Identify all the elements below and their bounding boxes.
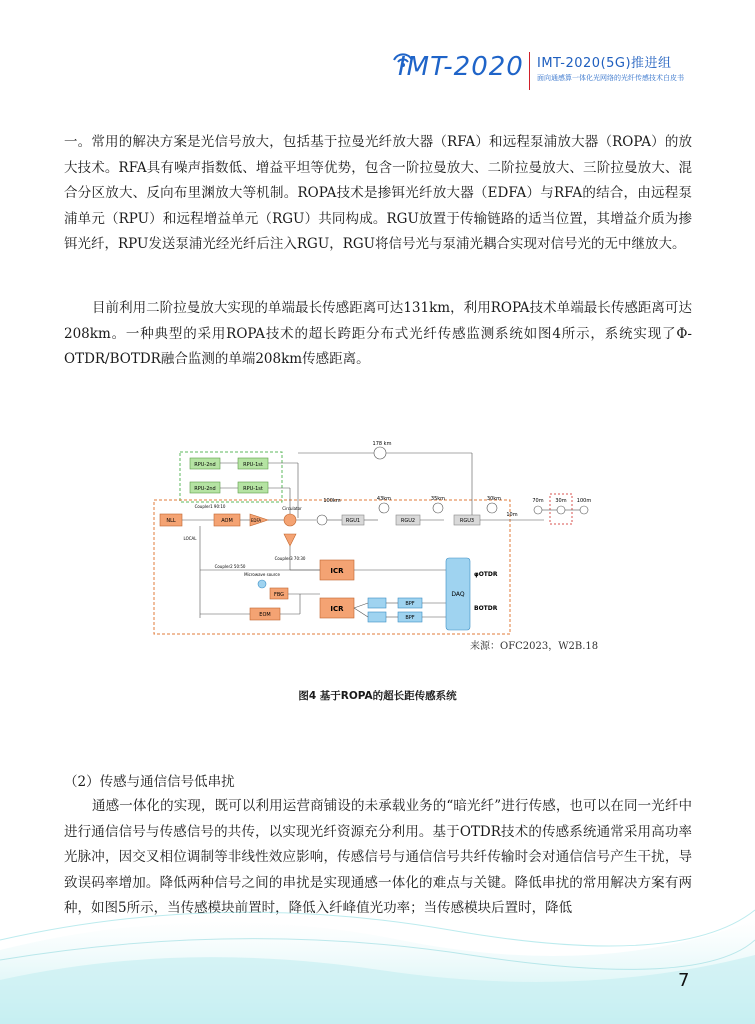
microwave-label: Microwave source bbox=[244, 572, 280, 577]
rgu2-label: RGU2 bbox=[400, 518, 416, 524]
ropa-system-diagram bbox=[150, 438, 610, 660]
dist-43km: 43km bbox=[376, 496, 392, 502]
header-divider bbox=[529, 52, 530, 90]
coupler3-label: Coupler3 70:30 bbox=[274, 556, 306, 561]
dist-100km: 100km bbox=[323, 498, 341, 504]
rpu-1st-label-b: RPU-1st bbox=[243, 486, 263, 492]
rpu-2nd-label-b: RPU-2nd bbox=[194, 486, 216, 492]
section-heading: （2）传感与通信信号低串扰 bbox=[64, 774, 235, 790]
rgu1-label: RGU1 bbox=[345, 518, 361, 524]
rpu-1st-label-a: RPU-1st bbox=[243, 462, 263, 468]
page-number: 7 bbox=[678, 970, 690, 991]
potdr-label: φOTDR bbox=[474, 571, 498, 578]
header-title: IMT-2020(5G)推进组 bbox=[537, 56, 672, 71]
icr-label-2: ICR bbox=[330, 605, 344, 613]
nll-label: NLL bbox=[166, 518, 176, 524]
figure-caption: 图4 基于ROPA的超长距传感系统 bbox=[298, 690, 457, 702]
circulator-label: Circulator bbox=[282, 506, 302, 511]
aom-label: AOM bbox=[221, 518, 233, 524]
bottom-wave-decoration bbox=[0, 860, 755, 1024]
microwave-source-icon bbox=[258, 580, 266, 588]
header-subtitle: 面向通感算一体化光网络的光纤传感技术白皮书 bbox=[537, 74, 684, 82]
paragraph-3: 通感一体化的实现，既可以利用运营商铺设的未承载业务的“暗光纤”进行传感，也可以在同一光纤中进行通信信号与传感信号的共传，以实现光纤资源充分利用。基于OTDR技术的传感系统通常采用高功率光脉冲，因交叉相位调制等非线性效应影响，传感信号与通信信号共纤传输时会对通信信号产生干扰，导致误码率增加。降低两种信号之间的串扰是实现通感一体化的难点与关键。降低串扰的常用解决方案有两种，如图5所示，当传感模块前置时，降低入纤峰值光功率；当传感模块后置时，降低 bbox=[64, 798, 692, 916]
coupler1-label: Coupler1 90:10 bbox=[194, 504, 226, 509]
edfa-label: EDFA bbox=[250, 518, 262, 523]
dist-30km: 30km bbox=[486, 496, 502, 502]
paragraph-2: 目前利用二阶拉曼放大实现的单端最长传感距离可达131km，利用ROPA技术单端最长传感距离可达208km。一种典型的采用ROPA技术的超长跨距分布式光纤传感监测系统如图4所示，系统实现了Φ-OTDR/BOTDR融合监测的单端208km传感距离。 bbox=[64, 300, 692, 367]
coupler2-label: Coupler2 50:50 bbox=[214, 564, 246, 569]
local-label: LOCAL bbox=[183, 536, 197, 541]
paragraph-1: 一。常用的解决方案是光信号放大，包括基于拉曼光纤放大器（RFA）和远程泵浦放大器（ROPA）的放大技术。RFA具有噪声指数低、增益平坦等优势，包含一阶拉曼放大、二阶拉曼放大、三阶拉曼放大、混合分区放大、反向布里渊放大等机制。ROPA技术是掺铒光纤放大器（EDFA）与RFA的结合，由远程泵浦单元（RPU）和远程增益单元（RGU）共同构成。RGU放置于传输链路的适当位置，其增益介质为掺铒光纤，RPU发送泵浦光经光纤后注入RGU，RGU将信号光与泵浦光耦合实现对信号光的无中继放大。 bbox=[64, 134, 692, 252]
rgu3-label: RGU3 bbox=[459, 518, 475, 524]
dist-30m: 30m bbox=[555, 498, 567, 504]
dist-100m: 100m bbox=[576, 498, 592, 504]
icr-label-1: ICR bbox=[330, 567, 344, 575]
dist-70m: 70m bbox=[532, 498, 544, 504]
imt-logo: IMT-2020 bbox=[398, 52, 524, 82]
dist-10m: 10m bbox=[506, 512, 518, 518]
daq-label: DAQ bbox=[451, 591, 465, 598]
dist-178km: 178 km bbox=[372, 441, 392, 447]
rpu-2nd-label-a: RPU-2nd bbox=[194, 462, 216, 468]
bpf-label-2: BPF bbox=[405, 615, 415, 621]
dist-35km: 35km bbox=[430, 496, 446, 502]
bpf-label-1: BPF bbox=[405, 601, 415, 607]
circulator bbox=[284, 514, 296, 526]
preamp bbox=[284, 534, 296, 546]
eom-label: EOM bbox=[259, 612, 271, 618]
page-header bbox=[0, 0, 755, 100]
botdr-label: BOTDR bbox=[474, 605, 498, 612]
fbg-label: FBG bbox=[273, 592, 285, 598]
figure-source: 来源：OFC2023，W2B.18 bbox=[470, 641, 599, 652]
